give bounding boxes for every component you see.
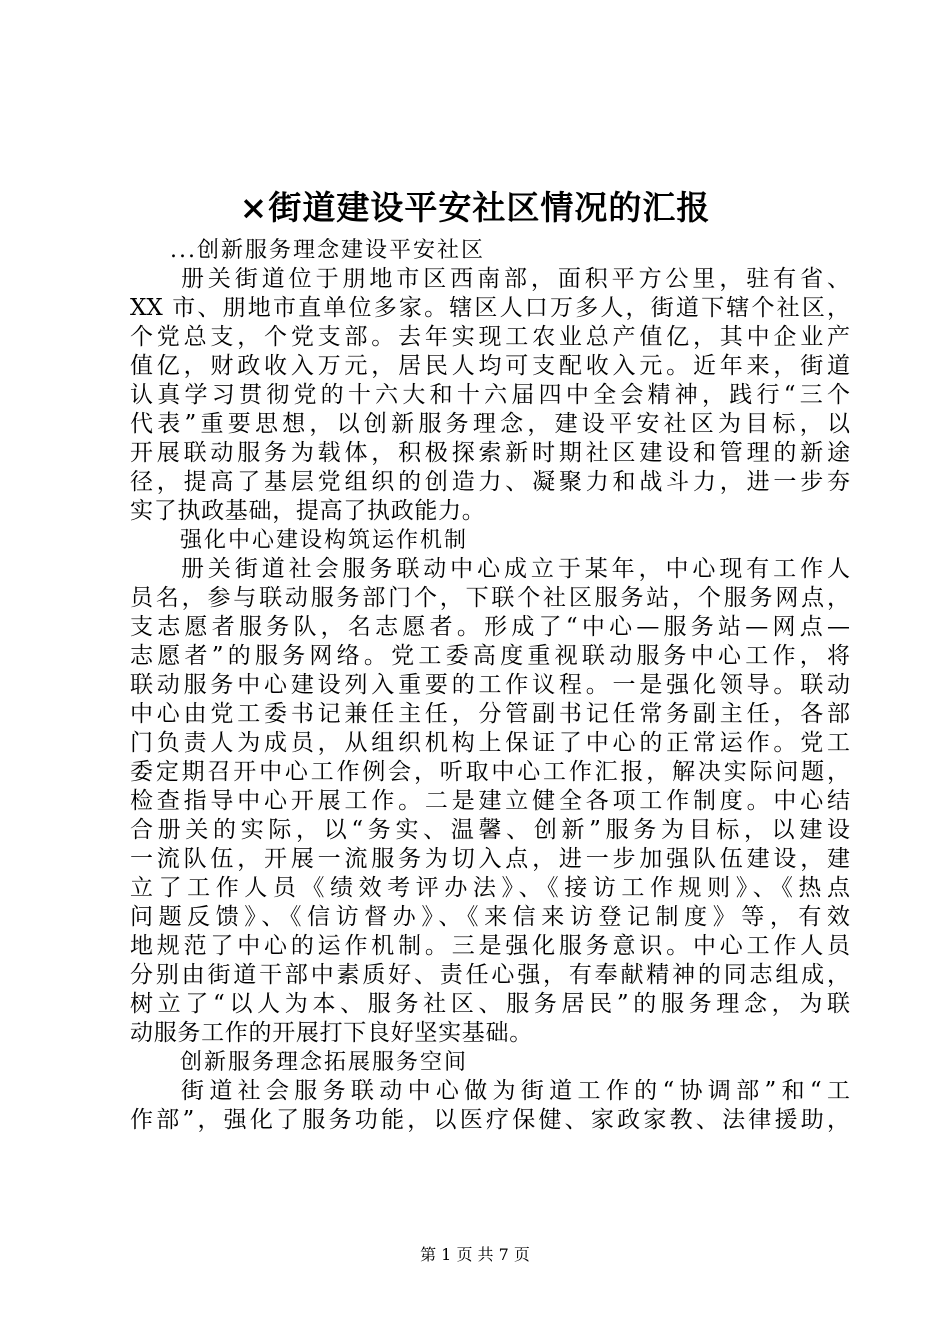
paragraph-line: 值亿，财政收入万元，居民人均可支配收入元。近年来，街道 [130,353,850,379]
paragraph-line: 径，提高了基层党组织的创造力、凝聚力和战斗力，进一步夯 [130,469,850,495]
paragraph-line: 门负责人为成员，从组织机构上保证了中心的正常运作。党工 [130,730,850,756]
paragraph-line: 支志愿者服务队，名志愿者。形成了“中心—服务站—网点— [130,614,850,640]
section-heading: 强化中心建设构筑运作机制 [180,528,469,553]
paragraph-line: 实了执政基础，提高了执政能力。 [130,498,486,524]
paragraph-line: 册关街道位于朋地市区西南部，面积平方公里，驻有省、 [181,266,850,292]
paragraph-line: 地规范了中心的运作机制。三是强化服务意识。中心工作人员 [130,933,850,959]
paragraph-line: 开展联动服务为载体，积极探索新时期社区建设和管理的新途 [130,440,850,466]
paragraph-line: XX 市、朋地市直单位多家。辖区人口万多人，街道下辖个社区， [130,295,850,321]
paragraph-line: 中心由党工委书记兼任主任，分管副书记任常务副主任，各部 [130,701,850,727]
paragraph-line: 分别由街道干部中素质好、责任心强，有奉献精神的同志组成， [130,962,850,988]
paragraph-line: 联动服务中心建设列入重要的工作议程。一是强化领导。联动 [130,672,850,698]
paragraph-line: 一流队伍，开展一流服务为切入点，进一步加强队伍建设，建 [130,846,850,872]
paragraph-line: 作部”，强化了服务功能，以医疗保健、家政家教、法律援助， [130,1107,850,1133]
paragraph-line: 动服务工作的开展打下良好坚实基础。 [130,1020,533,1046]
page-footer: 第 1 页 共 7 页 [420,1245,530,1264]
paragraph-line: 问题反馈》、《信访督办》、《来信来访登记制度》等，有效 [130,904,850,930]
paragraph-line: 员名，参与联动服务部门个，下联个社区服务站，个服务网点， [130,585,850,611]
paragraph-line: 委定期召开中心工作例会，听取中心工作汇报，解决实际问题， [130,759,850,785]
document-subtitle: ...创新服务理念建设平安社区 [170,238,485,263]
paragraph-line: 立了工作人员《绩效考评办法》、《接访工作规则》、《热点 [130,875,850,901]
paragraph-line: 册关街道社会服务联动中心成立于某年，中心现有工作人 [181,556,850,582]
paragraph-line: 合册关的实际，以“务实、温馨、创新”服务为目标，以建设 [130,817,850,843]
paragraph-line: 志愿者”的服务网络。党工委高度重视联动服务中心工作，将 [130,643,850,669]
paragraph-line: 代表”重要思想，以创新服务理念，建设平安社区为目标，以 [130,411,850,437]
paragraph-line: 认真学习贯彻党的十六大和十六届四中全会精神，践行“三个 [130,382,850,408]
paragraph-line: 树立了“以人为本、服务社区、服务居民”的服务理念，为联 [130,991,850,1017]
document-title: ×街道建设平安社区情况的汇报 [239,188,711,227]
paragraph-line: 检查指导中心开展工作。二是建立健全各项工作制度。中心结 [130,788,850,814]
paragraph-line: 街道社会服务联动中心做为街道工作的“协调部”和“工 [181,1078,850,1104]
section-heading: 创新服务理念拓展服务空间 [180,1050,469,1075]
paragraph-line: 个党总支，个党支部。去年实现工农业总产值亿，其中企业产 [130,324,850,350]
